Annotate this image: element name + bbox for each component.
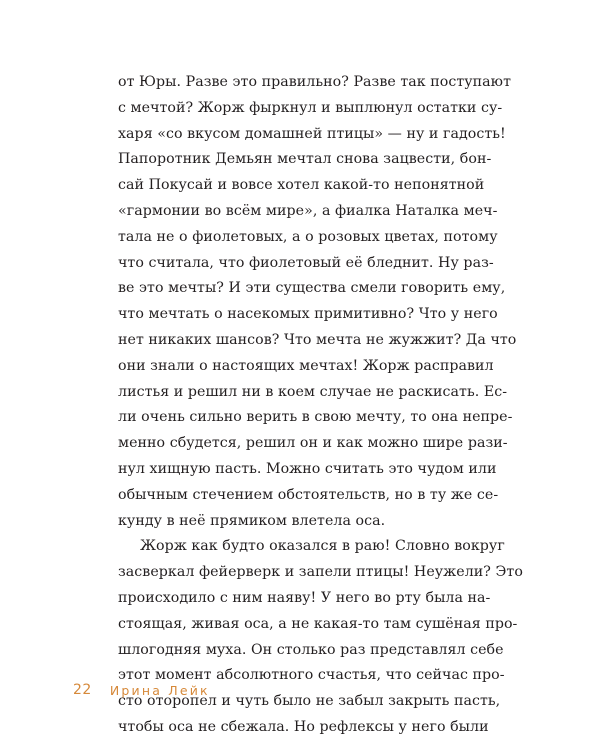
text-line: ли очень сильно верить в свою мечту, то она непре-: [118, 409, 513, 426]
text-line: листья и решил ни в коем случае не раскисать. Ес-: [118, 383, 508, 400]
text-line: засверкал фейерверк и запели птицы! Неужели? Это: [118, 564, 523, 581]
text-line: Папоротник Демьян мечтал снова зацвести, бон-: [118, 151, 492, 168]
text-line: они знали о настоящих мечтах! Жорж расправил: [118, 357, 494, 374]
page-footer: [73, 680, 210, 700]
text-line: ве это мечты? И эти существа смели говорить ему,: [118, 280, 506, 297]
text-line: что считала, что фиолетовый её бледнит. Ну раз-: [118, 254, 494, 271]
text-line: Жорж как будто оказался в раю! Словно вокруг: [140, 538, 505, 555]
text-line: чтобы оса не сбежала. Но рефлексы у него были: [118, 718, 489, 735]
text-line: происходило с ним наяву! У него во рту была на-: [118, 589, 491, 606]
text-line: харя «со вкусом домашней птицы» — ну и гадость!: [118, 125, 506, 142]
page-number: 22: [73, 682, 92, 698]
text-line: «гармонии во всём мире», а фиалка Наталка меч-: [118, 202, 498, 219]
text-line: нет никаких шансов? Что мечта не жужжит? Да что: [118, 331, 517, 348]
text-line: менно сбудется, решил он и как можно шире рази-: [118, 435, 508, 452]
text-line: что мечтать о насекомых примитивно? Что у него: [118, 306, 498, 323]
body-text: [118, 70, 523, 741]
text-line: этот момент абсолютного счастья, что сейчас про-: [118, 667, 505, 684]
text-line: обычным стечением обстоятельств, но в ту же се-: [118, 486, 499, 503]
text-line: с мечтой? Жорж фыркнул и выплюнул остатки су-: [118, 99, 503, 116]
text-line: сай Покусай и вовсе хотел какой-то непонятной: [118, 177, 485, 194]
text-line: от Юры. Разве это правильно? Разве так поступают: [118, 74, 511, 90]
text-line: тала не о фиолетовых, а о розовых цветах, потому: [118, 228, 498, 245]
text-line: шлогодняя муха. Он столько раз представлял себе: [118, 641, 504, 658]
text-line: стоящая, живая оса, а не какая-то там сушёная про-: [118, 615, 518, 632]
text-line: сто оторопел и чуть было не забыл закрыть пасть,: [118, 693, 501, 710]
text-line: кунду в неё прямиком влетела оса.: [118, 512, 386, 529]
running-footer-author: Ирина Лейк: [109, 682, 210, 698]
text-line: нул хищную пасть. Можно считать это чудом или: [118, 460, 497, 477]
